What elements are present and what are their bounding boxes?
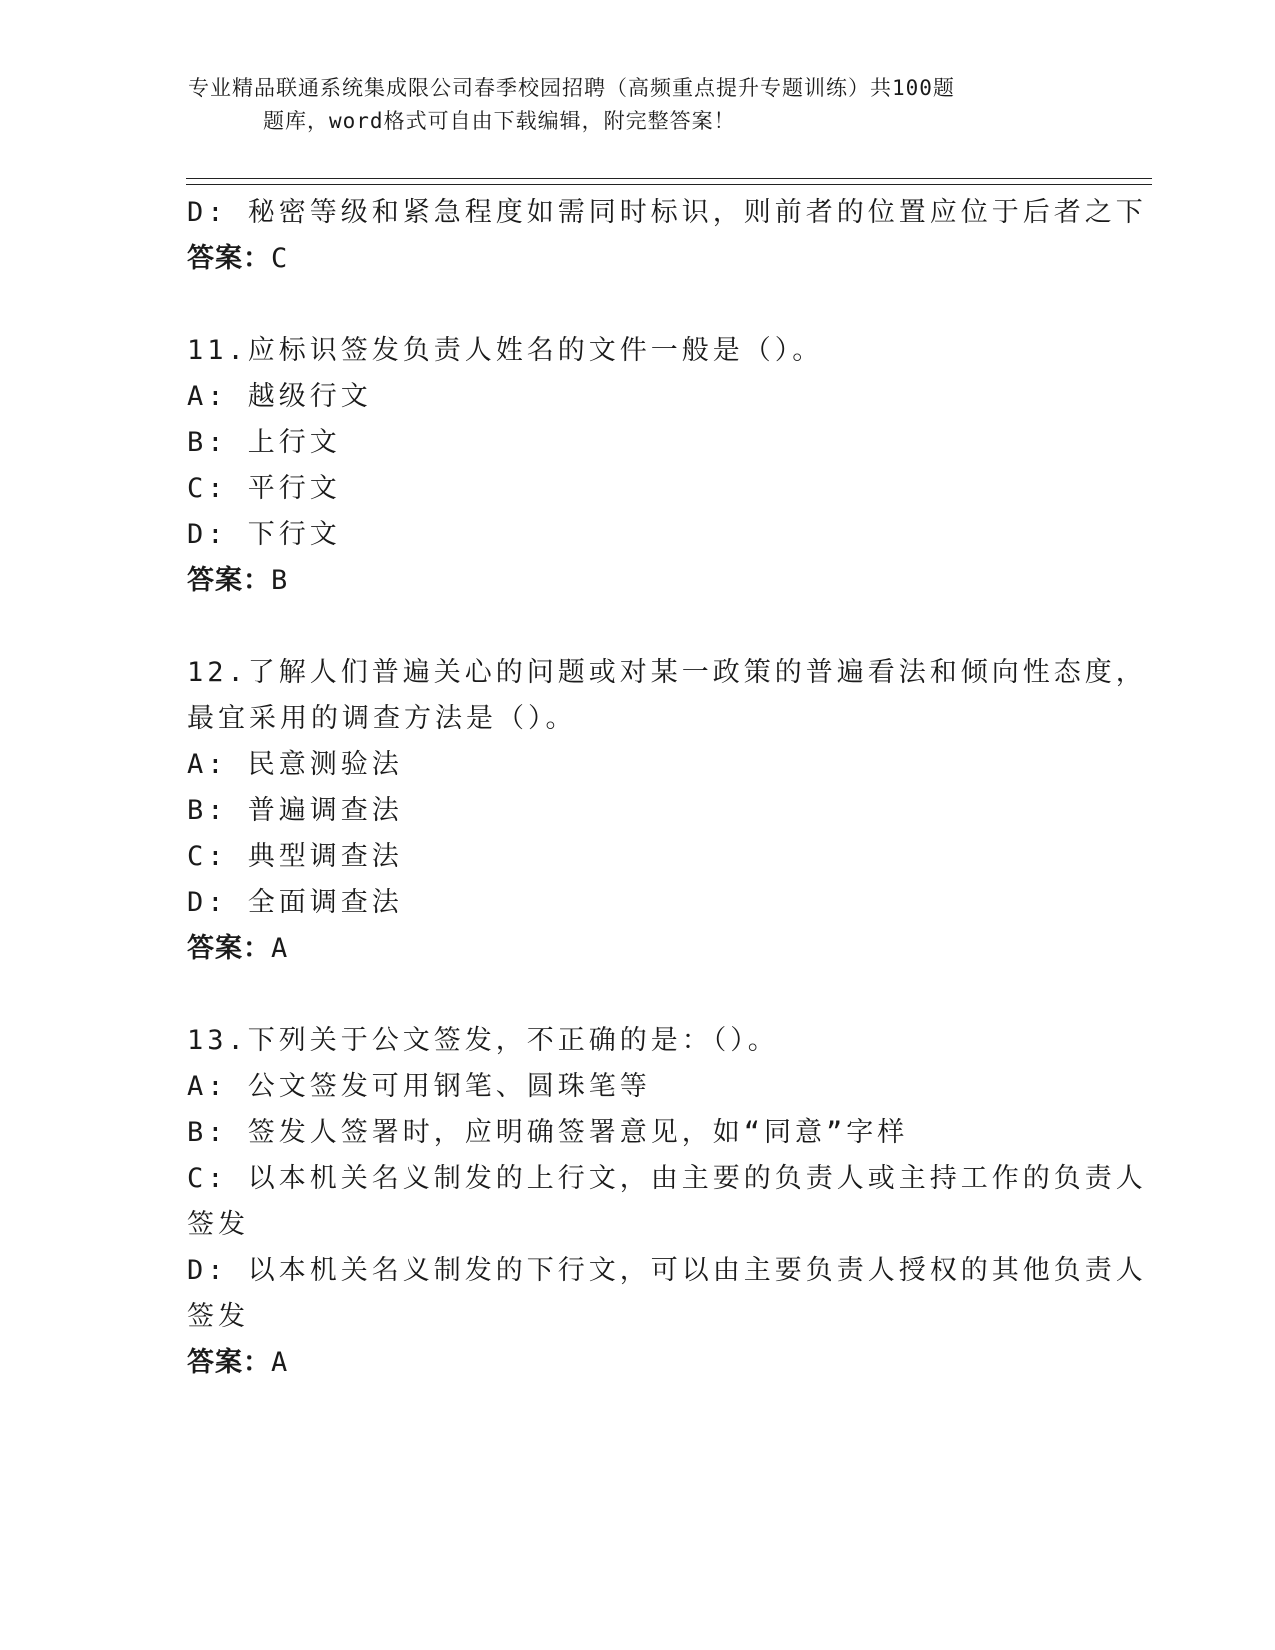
spacer — [187, 282, 1087, 328]
header-title-line2: 题库，word格式可自由下载编辑，附完整答案！ — [263, 109, 736, 133]
question-12 — [187, 650, 1147, 972]
option-d: D: 全面调查法 — [187, 887, 403, 918]
option-c: C: 平行文 — [187, 473, 341, 504]
answer-value: A — [271, 933, 289, 964]
question-11 — [187, 328, 1087, 604]
option-b: B: 普遍调查法 — [187, 795, 403, 826]
option-b: B: 上行文 — [187, 427, 341, 458]
question-content — [187, 190, 1147, 1386]
answer-label: 答案： — [187, 243, 271, 274]
option-c-continued: 签发 — [187, 1209, 249, 1240]
answer — [187, 926, 1087, 972]
question-stem-continued: 最宜采用的调查方法是（）。 — [187, 703, 577, 734]
answer-value: C — [271, 243, 289, 274]
option-c: C: 以本机关名义制发的上行文，由主要的负责人或主持工作的负责人 — [187, 1163, 1147, 1194]
question-stem: 11.应标识签发负责人姓名的文件一般是（）。 — [187, 335, 824, 366]
header-divider-top — [186, 178, 1152, 179]
q10-answer — [187, 236, 1087, 282]
question-stem: 12.了解人们普遍关心的问题或对某一政策的普遍看法和倾向性态度， — [187, 657, 1147, 688]
answer-label: 答案： — [187, 565, 271, 596]
header-divider-bottom — [186, 184, 1152, 185]
option-a: A: 公文签发可用钢笔、圆珠笔等 — [187, 1071, 651, 1102]
option-a: A: 民意测验法 — [187, 749, 403, 780]
spacer — [187, 604, 1087, 650]
option-c: C: 典型调查法 — [187, 841, 403, 872]
answer-value: B — [271, 565, 289, 596]
answer-label: 答案： — [187, 1347, 271, 1378]
option-d: D: 下行文 — [187, 519, 341, 550]
answer-label: 答案： — [187, 933, 271, 964]
q10-option-d: D: 秘密等级和紧急程度如需同时标识，则前者的位置应位于后者之下 — [187, 197, 1147, 228]
option-d-continued: 签发 — [187, 1301, 249, 1332]
document-header — [188, 72, 1068, 138]
question-13 — [187, 1018, 1147, 1386]
answer — [187, 1340, 1087, 1386]
option-b: B: 签发人签署时，应明确签署意见，如“同意”字样 — [187, 1117, 909, 1148]
option-d: D: 以本机关名义制发的下行文，可以由主要负责人授权的其他负责人 — [187, 1255, 1147, 1286]
question-stem: 13.下列关于公文签发，不正确的是：（）。 — [187, 1025, 779, 1056]
spacer — [187, 972, 1087, 1018]
answer — [187, 558, 1087, 604]
header-title-line1: 专业精品联通系统集成限公司春季校园招聘（高频重点提升专题训练）共100题 — [188, 76, 955, 100]
answer-value: A — [271, 1347, 289, 1378]
option-a: A: 越级行文 — [187, 381, 372, 412]
